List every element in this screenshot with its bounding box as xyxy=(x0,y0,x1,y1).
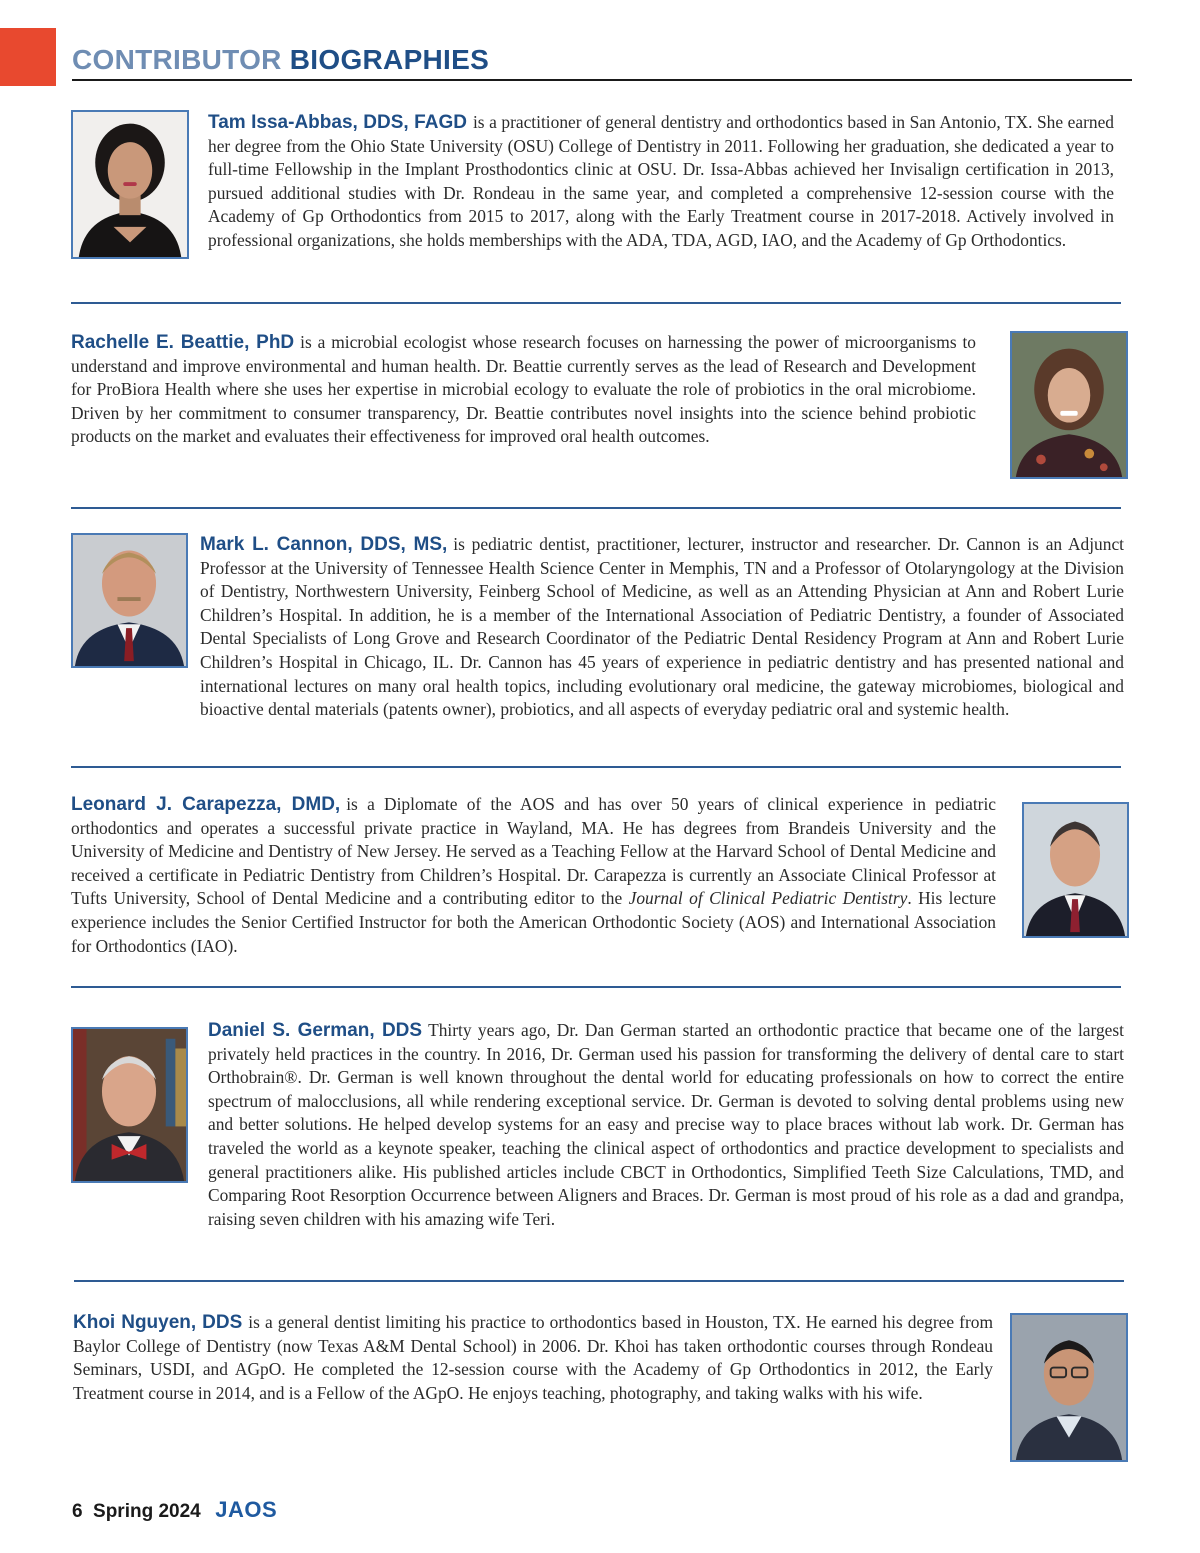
header-divider xyxy=(72,79,1132,81)
headshot-tam-issa-abbas xyxy=(71,110,189,259)
section-divider xyxy=(71,986,1121,988)
headshot-mark-cannon xyxy=(71,533,188,668)
page-title-word-2: BIOGRAPHIES xyxy=(289,44,490,75)
section-divider xyxy=(71,766,1121,768)
bio-name: Khoi Nguyen, DDS xyxy=(73,1312,243,1333)
journal-title: Journal of Clinical Pediatric Dentistry xyxy=(628,888,908,909)
bio-mark-cannon xyxy=(200,533,1124,722)
bio-tam-issa-abbas xyxy=(208,111,1114,253)
bio-text: is pediatric dentist, practitioner, lecturer, instructor and researcher. Dr. Cannon is an Adjunct Professor at the University of Tennessee Health Science Center in Memphis, TN and a Professor of Otolaryngology at the Division of Dentistry, Northwestern University, Feinberg School of Medicine, as well as an Attending Physician at Ann and Robert Lurie Children’s Hospital. In addition, he is a member of the International Association of Pediatric Dentistry, a founder of Associated Dental Specialists of Long Grove and Research Coordinator of the Pediatric Dental Residency Program at Ann and Robert Lurie Children’s Hospital in Chicago, IL. Dr. Cannon has 45 years of experience in pediatric dentistry and has presented national and international lectures on many oral health topics, including evolutionary oral medicine, the gateway microbiomes, biological and bioactive dental materials (patents owner), probiotics, and all aspects of everyday pediatric oral and systemic health. xyxy=(200,534,1124,720)
page-title xyxy=(72,44,489,76)
section-divider xyxy=(74,1280,1124,1282)
issue-label: Spring 2024 xyxy=(93,1501,201,1522)
page-number: 6 xyxy=(72,1501,83,1522)
headshot-rachelle-beattie xyxy=(1010,331,1128,479)
bio-name: Leonard J. Carapezza, DMD, xyxy=(71,794,341,815)
bio-name: Tam Issa-Abbas, DDS, FAGD xyxy=(208,112,467,133)
bio-name: Mark L. Cannon, DDS, MS, xyxy=(200,534,448,555)
bio-text: Thirty years ago, Dr. Dan German started an orthodontic practice that became one of the largest privately held practices in the country. In 2016, Dr. German used his passion for transforming the delivery of dental care to start Orthobrain®. Dr. German is well known throughout the dental world for educating professionals on how to correct the entire spectrum of malocclusions, all while rendering exceptional service. Dr. German is devoted to solving dental problems using new and better solutions. He helped develop systems for an easy and precise way to place braces without lab work. Dr. German has traveled the world as a keynote speaker, teaching the clinical aspect of orthodontics and practice development to specialists and general practitioners alike. His published articles include CBCT in Orthodontics, Simplified Teeth Size Calculations, TMD, and Comparing Root Resorption Occurrence between Aligners and Braces. Dr. German is most proud of his role as a dad and grandpa, raising seven children with his amazing wife Teri. xyxy=(208,1020,1124,1229)
bio-text: is a microbial ecologist whose research focuses on harnessing the power of microorganisms to understand and improve environmental and human health. Dr. Beattie currently serves as the lead of Research and Development for ProBiora Health where she uses her expertise in microbial ecology to evaluate the role of probiotics in the oral microbiome. Driven by her commitment to consumer transparency, Dr. Beattie contributes novel insights into the science behind probiotic products on the market and evaluates their effectiveness for improved oral health outcomes. xyxy=(71,332,976,447)
bio-khoi-nguyen xyxy=(73,1311,993,1405)
bio-text: is a practitioner of general dentistry and orthodontics based in San Antonio, TX. She earned her degree from the Ohio State University (OSU) College of Dentistry in 2011. Following her graduation, she dedicated a year to full-time Fellowship in the Implant Prosthodontics clinic at OSU. Dr. Issa-Abbas achieved her Invisalign certification in 2013, pursued additional studies with Dr. Rondeau in the same year, and completed a comprehensive 12-session course with the Academy of Gp Orthodontics from 2015 to 2017, along with the Early Treatment course in 2017-2018. Actively involved in professional organizations, she holds memberships with the ADA, TDA, AGD, IAO, and the Academy of Gp Orthodontics. xyxy=(208,112,1114,250)
bio-text: is a general dentist limiting his practice to orthodontics based in Houston, TX. He earned his degree from Baylor College of Dentistry (now Texas A&M Dental School) in 2006. Dr. Khoi has taken orthodontic courses through Rondeau Seminars, USDI, and AGpO. He completed the 12-session course with the Academy of Gp Orthodontics in 2012, the Early Treatment course in 2014, and is a Fellow of the AGpO. He enjoys teaching, photography, and taking walks with his wife. xyxy=(73,1312,993,1403)
headshot-khoi-nguyen xyxy=(1010,1313,1128,1462)
bio-leonard-carapezza xyxy=(71,793,996,958)
bio-rachelle-beattie xyxy=(71,331,976,449)
page-footer xyxy=(72,1497,277,1523)
bio-daniel-german xyxy=(208,1019,1124,1231)
bio-name: Daniel S. German, DDS xyxy=(208,1020,423,1041)
bio-text: is a Diplomate of the AOS and has over 50 years of clinical experience in pediatric orthodontics and operates a successful private practice in Wayland, MA. He has degrees from Brandeis University and the University of Medicine and Dentistry of New Jersey. He served as a Teaching Fellow at the Harvard School of Dental Medicine and received a certificate in Pediatric Dentistry from Children’s Hospital. Dr. Carapezza is currently an Associate Clinical Professor at Tufts University, School of Dental Medicine and a contributing editor to the xyxy=(71,794,997,909)
headshot-leonard-carapezza xyxy=(1022,802,1129,938)
section-divider xyxy=(71,302,1121,304)
corner-accent-block xyxy=(0,28,56,86)
section-divider xyxy=(71,507,1121,509)
page-title-word-1: CONTRIBUTOR xyxy=(72,44,282,75)
bio-text-continued: . His lecture experience includes the Senior Certified Instructor for both the American Orthodontic Society (AOS) and International Association for Orthodontics (IAO). xyxy=(71,888,996,956)
journal-logo: JAOS xyxy=(215,1497,278,1522)
bio-name: Rachelle E. Beattie, PhD xyxy=(71,332,295,353)
headshot-daniel-german xyxy=(71,1027,188,1183)
